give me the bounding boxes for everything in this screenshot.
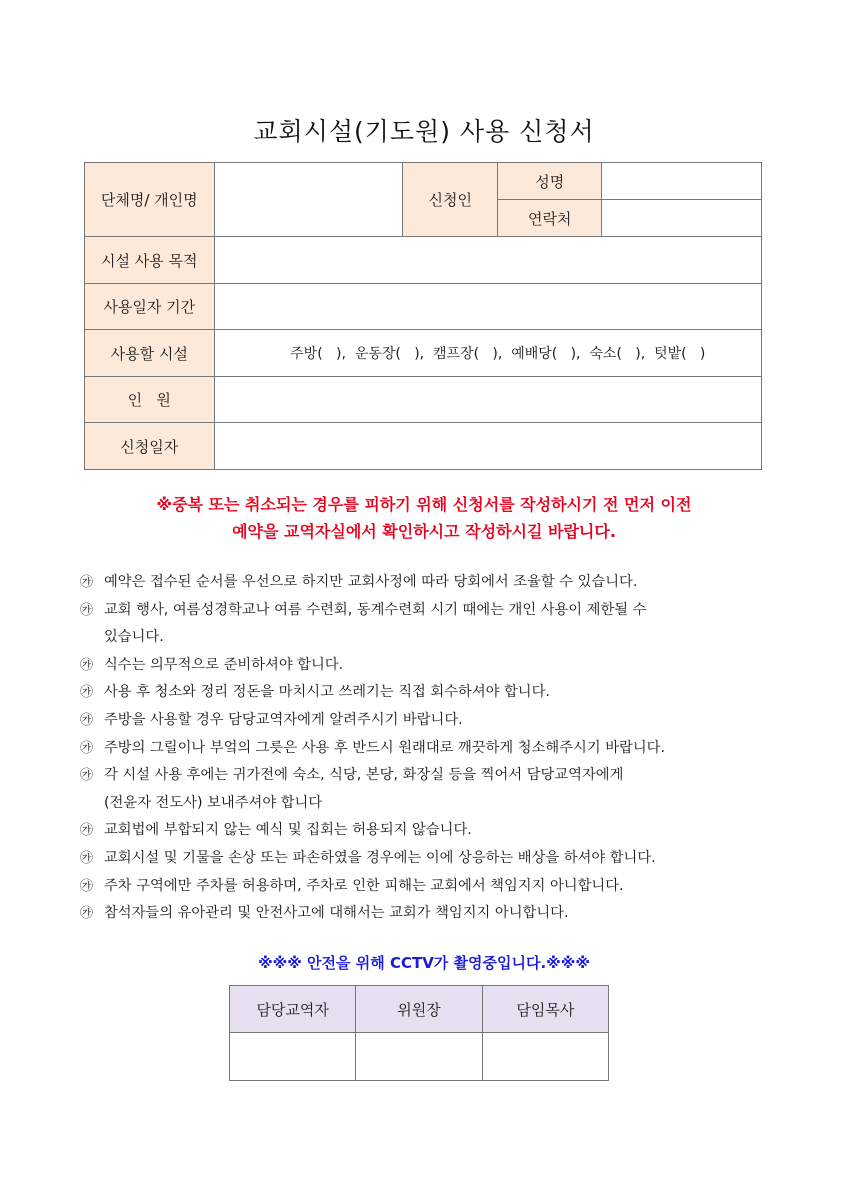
rule-item: ㉮ 교회법에 부합되지 않는 예식 및 집회는 허용되지 않습니다. — [80, 817, 770, 845]
rule-item: ㉮ 주방을 사용할 경우 담당교역자에게 알려주시기 바랍니다. — [80, 707, 770, 735]
rule-item-continuation: (전윤자 전도사) 보내주셔야 합니다 — [104, 794, 323, 811]
application-form-table — [84, 162, 762, 470]
facility-options[interactable]: 주방( ), 운동장( ), 캠프장( ), 예배당( ), 숙소( ), 텃밭( ) — [214, 330, 761, 377]
senior-pastor-signature-box[interactable] — [482, 1033, 608, 1081]
period-field[interactable] — [214, 284, 761, 330]
bullet-icon: ㉮ — [80, 575, 94, 590]
rule-item: ㉮ 교회 행사, 여름성경학교나 여름 수련회, 동계수련회 시기 때에는 개인 사용이 제한될 수 — [80, 597, 770, 625]
notice-line-1: ※중복 또는 취소되는 경우를 피하기 위해 신청서를 작성하시기 전 먼저 이전 — [156, 495, 692, 514]
facility-label: 사용할 시설 — [85, 330, 215, 377]
rule-item: ㉮ 예약은 접수된 순서를 우선으로 하지만 교회사정에 따라 당회에서 조율할 수 있습니다. — [80, 569, 770, 597]
pastor-in-charge-signature-box[interactable] — [230, 1033, 356, 1081]
bullet-icon: ㉮ — [80, 602, 94, 618]
bullet-icon: ㉮ — [80, 768, 94, 784]
senior-pastor-label: 담임목사 — [482, 986, 608, 1033]
bullet-icon: ㉮ — [80, 878, 94, 894]
bullet-icon: ㉮ — [80, 823, 94, 839]
reservation-notice — [0, 491, 848, 545]
group-name-field[interactable] — [214, 163, 403, 237]
usage-rules-list — [80, 569, 770, 928]
page-title: 교회시설(기도원) 사용 신청서 — [253, 117, 595, 146]
purpose-field[interactable] — [214, 237, 761, 284]
notice-line-2: 예약을 교역자실에서 확인하시고 작성하시길 바랍니다. — [232, 522, 616, 541]
rule-item: ㉮ 사용 후 청소와 정리 정돈을 마치시고 쓰레기는 직접 회수하셔야 합니다. — [80, 679, 770, 707]
chairperson-signature-box[interactable] — [356, 1033, 482, 1081]
name-field[interactable] — [602, 163, 762, 200]
bullet-icon: ㉮ — [80, 850, 94, 866]
bullet-icon: ㉮ — [80, 712, 94, 728]
approval-signature-table — [229, 985, 609, 1081]
group-name-label: 단체명/ 개인명 — [85, 163, 215, 237]
date-label: 신청일자 — [85, 423, 215, 470]
contact-label: 연락처 — [498, 200, 602, 237]
rule-item: ㉮ 참석자들의 유아관리 및 안전사고에 대해서는 교회가 책임지지 아니합니다. — [80, 900, 770, 928]
pastor-in-charge-label: 담당교역자 — [230, 986, 356, 1033]
contact-field[interactable] — [602, 200, 762, 237]
bullet-icon: ㉮ — [80, 657, 94, 673]
period-label: 사용일자 기간 — [85, 284, 215, 330]
rule-item: ㉮ 식수는 의무적으로 준비하셔야 합니다. — [80, 652, 770, 680]
chairperson-label: 위원장 — [356, 986, 482, 1033]
rule-item: ㉮ 주차 구역에만 주차를 허용하며, 주차로 인한 피해는 교회에서 책임지지 아니합니다. — [80, 873, 770, 901]
cctv-notice: ※※※ 안전을 위해 CCTV가 촬영중입니다.※※※ — [258, 954, 590, 972]
people-field[interactable] — [214, 377, 761, 423]
purpose-label: 시설 사용 목적 — [85, 237, 215, 284]
rule-item-continuation: 있습니다. — [104, 629, 164, 646]
bullet-icon: ㉮ — [80, 740, 94, 756]
rule-item: ㉮ 주방의 그릴이나 부엌의 그릇은 사용 후 반드시 원래대로 깨끗하게 청소해주시기 바랍니다. — [80, 735, 770, 763]
rule-item: ㉮ 각 시설 사용 후에는 귀가전에 숙소, 식당, 본당, 화장실 등을 찍어서 담당교역자에게 — [80, 762, 770, 790]
applicant-label: 신청인 — [403, 163, 498, 237]
bullet-icon: ㉮ — [80, 906, 94, 922]
name-label: 성명 — [498, 163, 602, 200]
date-field[interactable] — [214, 423, 761, 470]
rule-item: ㉮ 교회시설 및 기물을 손상 또는 파손하였을 경우에는 이에 상응하는 배상을 하셔야 합니다. — [80, 845, 770, 873]
bullet-icon: ㉮ — [80, 685, 94, 701]
people-label: 인 원 — [85, 377, 215, 423]
